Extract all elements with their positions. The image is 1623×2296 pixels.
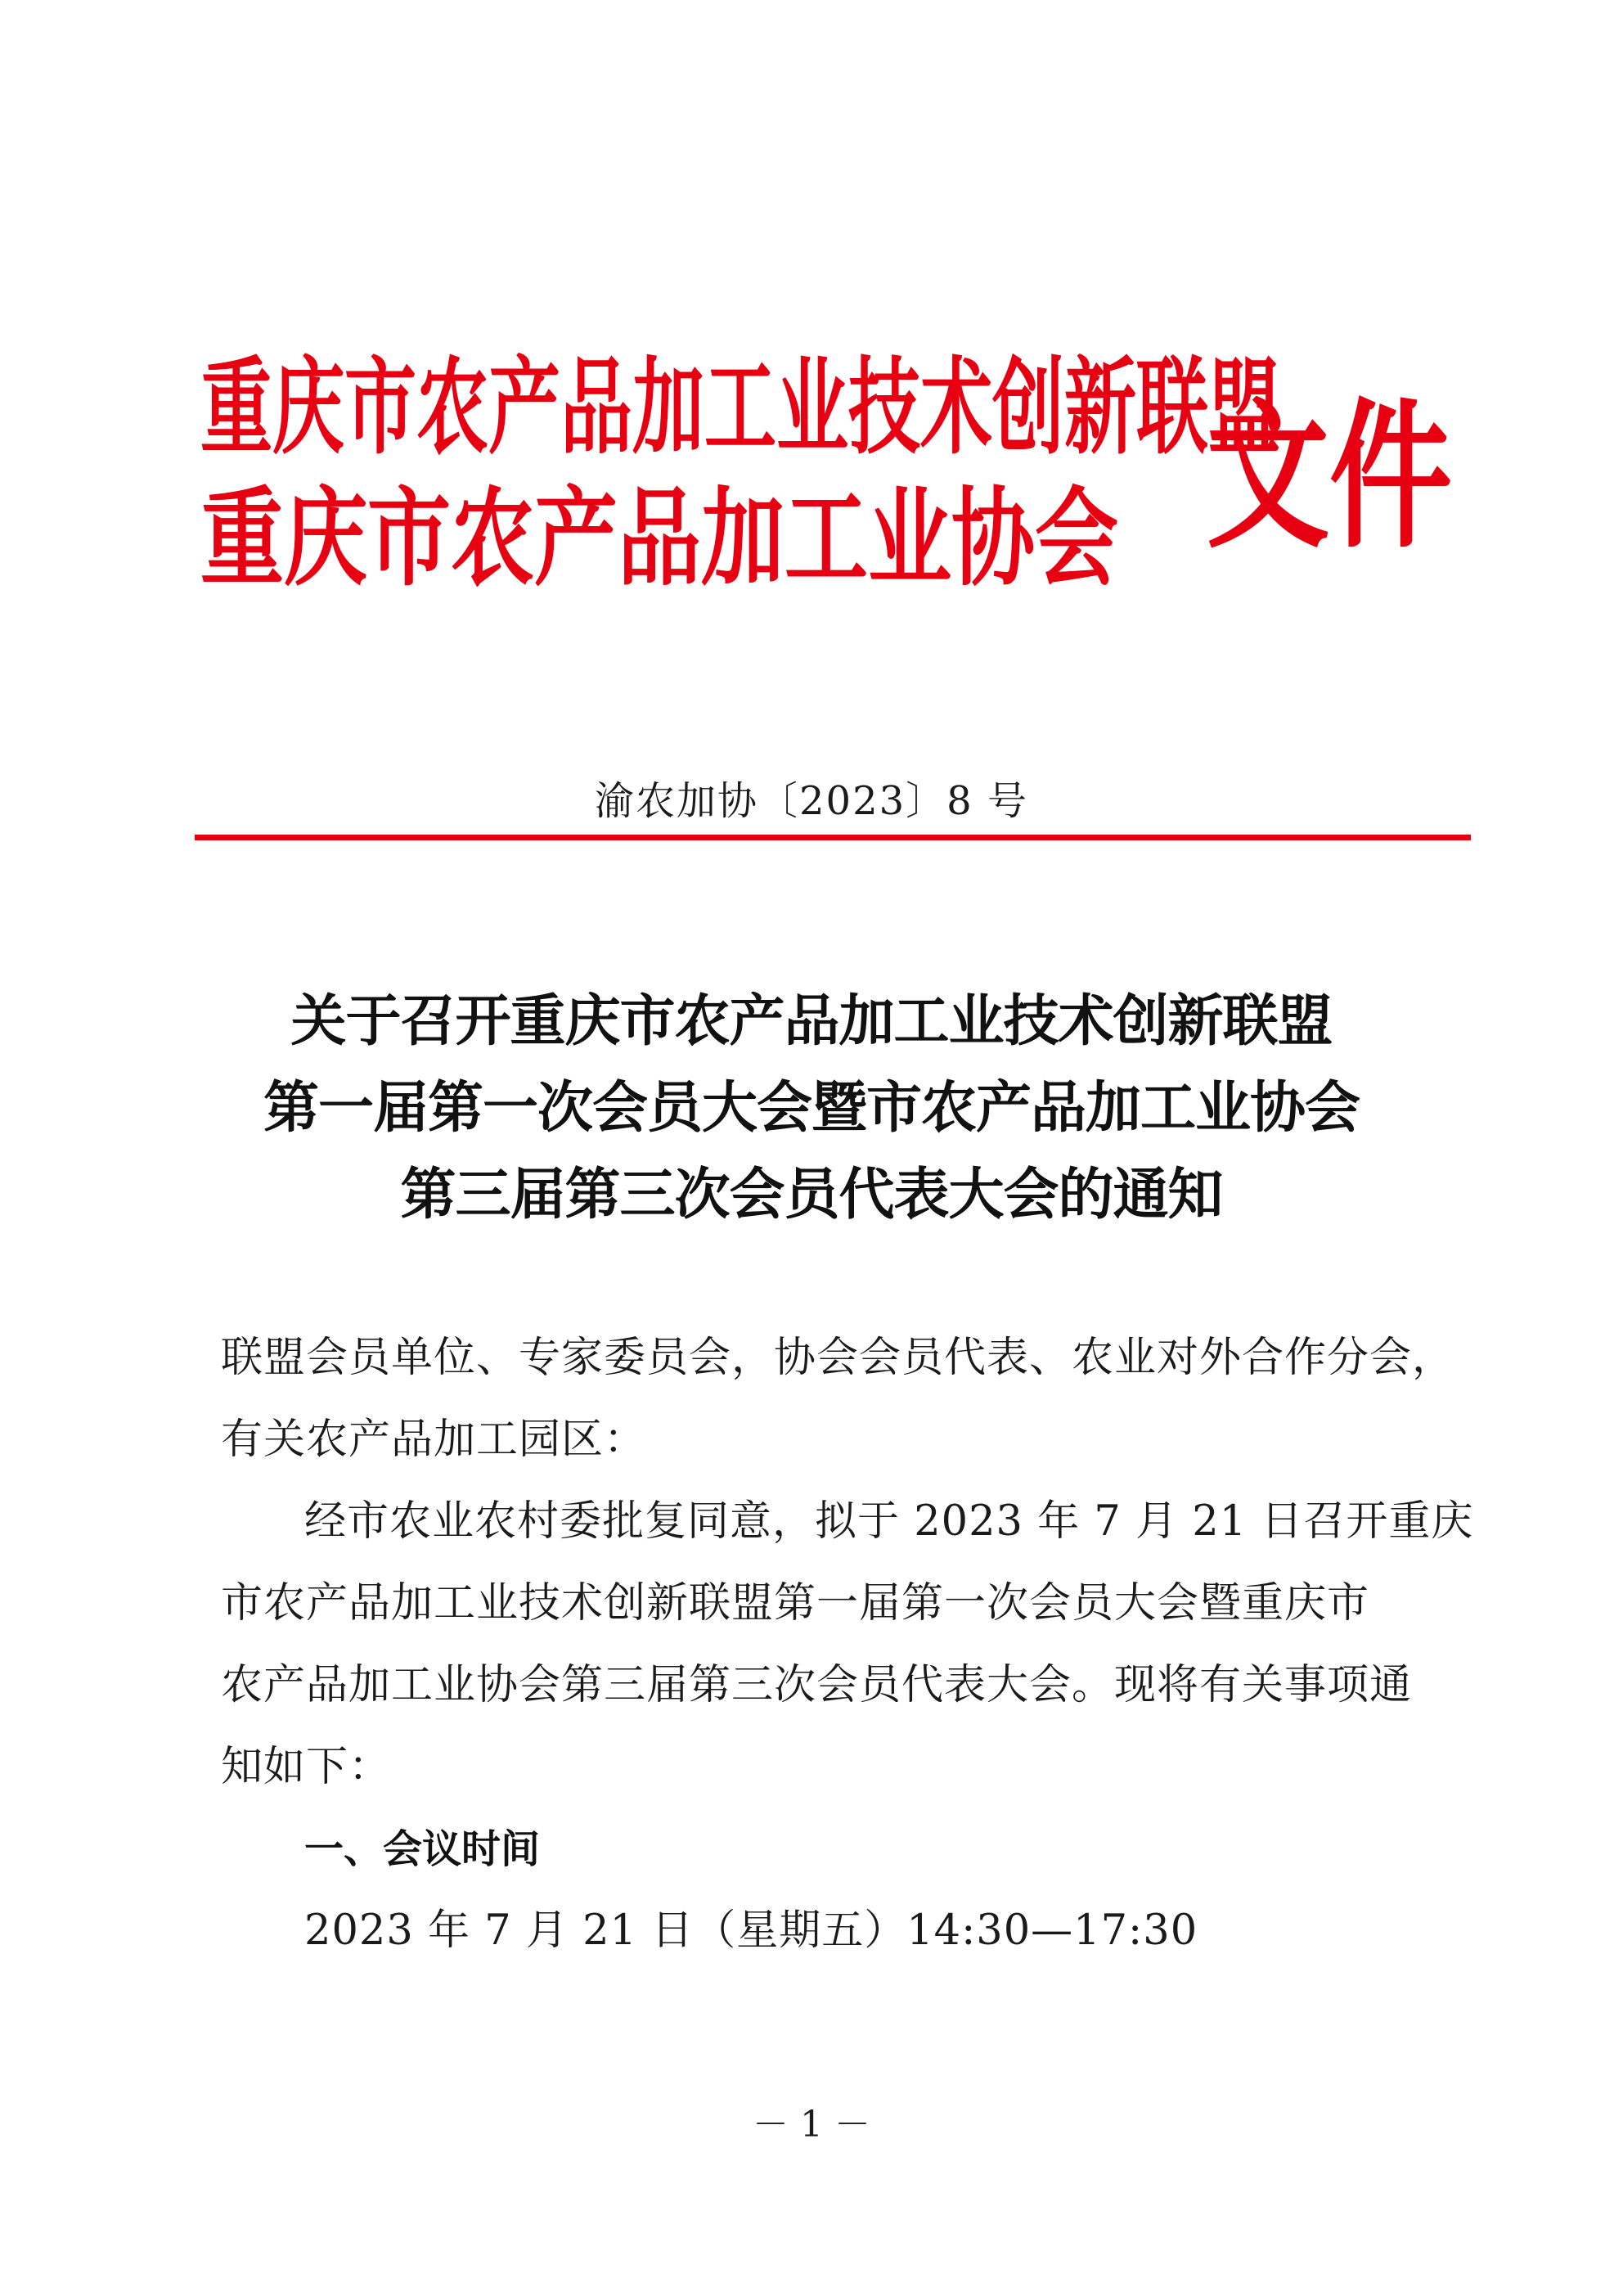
body-paragraph-line-2: 市农产品加工业技术创新联盟第一届第一次会员大会暨重庆市 [221,1579,1370,1627]
document-number: 渝农加协〔2023〕8 号 [595,778,1028,824]
title-line-2: 第一届第一次会员大会暨市农产品加工业协会 [263,1075,1360,1141]
document-title [164,978,1459,1238]
doc-type-label: 文件 [1207,383,1453,570]
addressee-line-1: 联盟会员单位、专家委员会，协会会员代表、农业对外合作分会， [221,1334,1455,1382]
title-line-3: 第三届第三次会员代表大会的通知 [400,1162,1223,1227]
title-line-1: 关于召开重庆市农产品加工业技术创新联盟 [290,988,1333,1054]
header-divider [195,835,1471,840]
body-paragraph-line-1: 经市农业农村委批复同意，拟于 2023 年 7 月 21 日召开重庆 [304,1497,1474,1546]
section-heading-meeting-time: 一、会议时间 [304,1826,541,1872]
document-header [200,340,1460,610]
document-body [221,1317,1474,1972]
meeting-time-text: 2023 年 7 月 21 日（星期五）14:30—17:30 [304,1907,1198,1955]
org-name-alliance: 重庆市农产品加工业技术创新联盟 [200,344,1281,469]
page-number: － 1 － [753,2104,870,2145]
body-paragraph-line-4: 知如下： [221,1743,392,1791]
body-paragraph-line-3: 农产品加工业协会第三届第三次会员代表大会。现将有关事项通 [221,1661,1413,1709]
org-name-association: 重庆市农产品加工业协会 [200,475,1118,602]
addressee-line-2: 有关农产品加工园区： [221,1416,647,1464]
